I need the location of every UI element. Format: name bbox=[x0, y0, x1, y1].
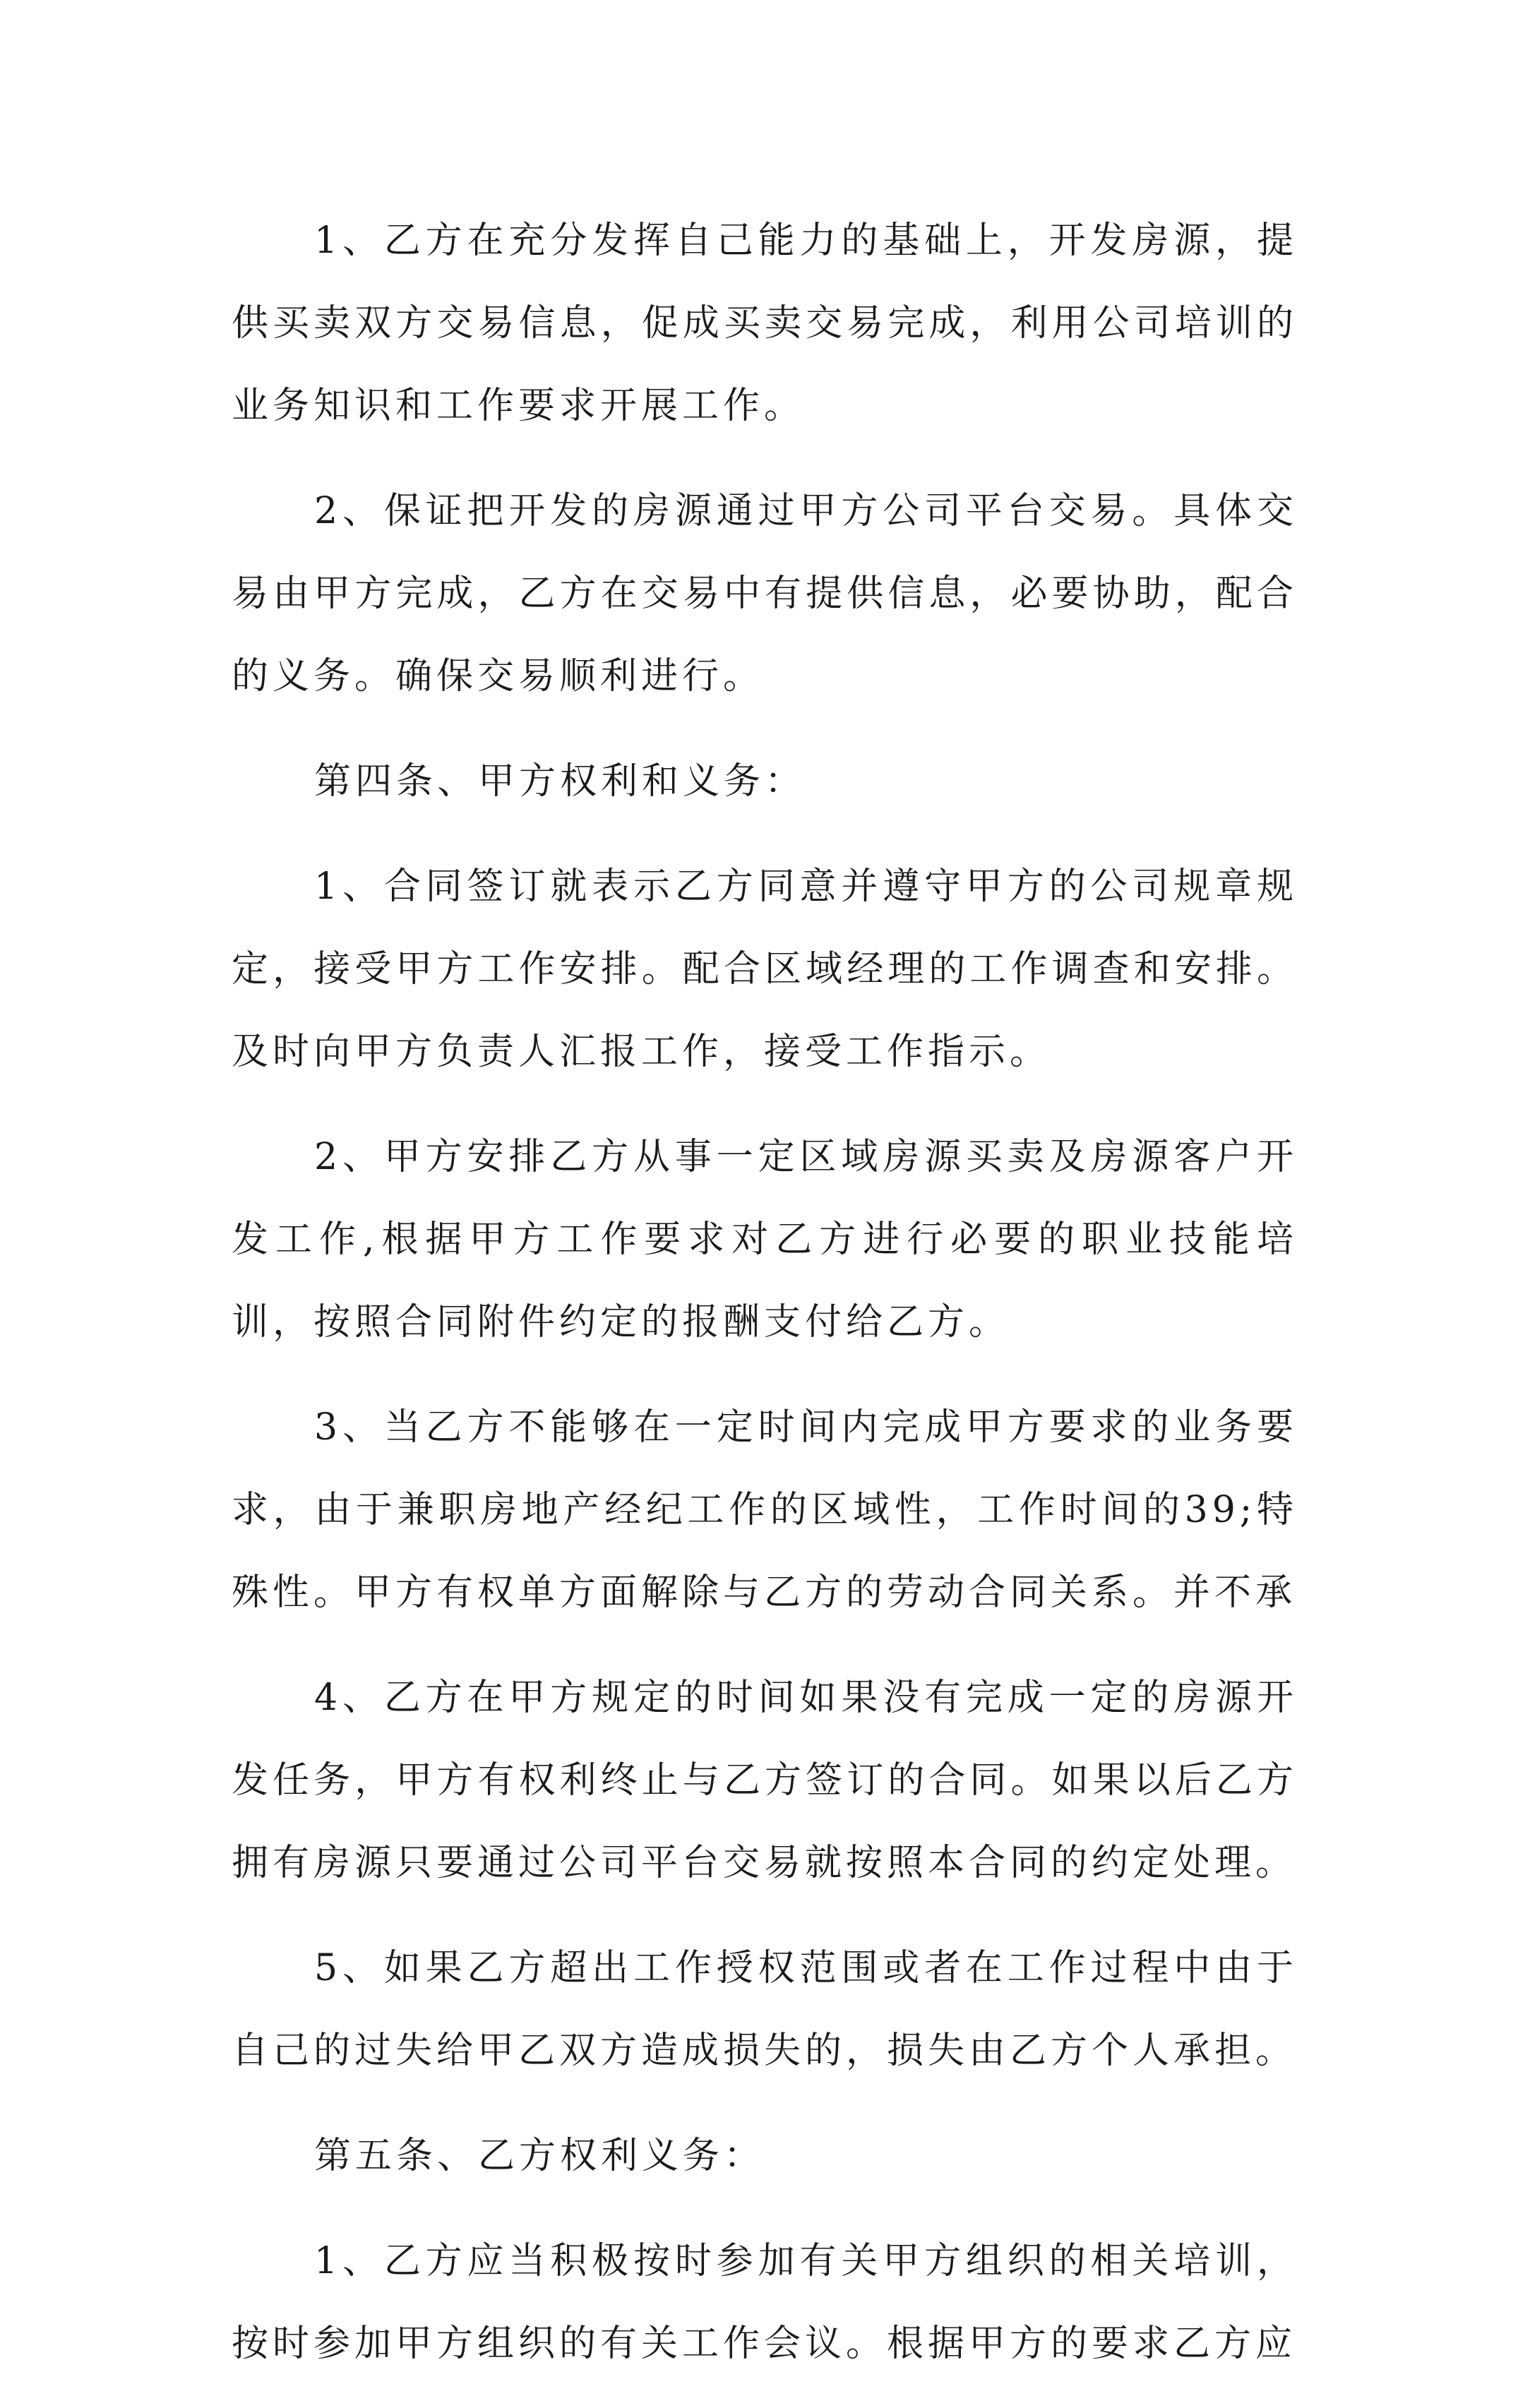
clause-paragraph: 2、甲方安排乙方从事一定区域房源买卖及房源客户开发工作,根据甲方工作要求对乙方进行必要的职业技能培训，按照合同附件约定的报酬支付给乙方。 bbox=[232, 1136, 1298, 1343]
clause-paragraph: 4、乙方在甲方规定的时间如果没有完成一定的房源开发任务，甲方有权利终止与乙方签订的合同。如果以后乙方拥有房源只要通过公司平台交易就按照本合同的约定处理。 bbox=[232, 1677, 1298, 1884]
section-heading: 第四条、甲方权利和义务： bbox=[314, 760, 806, 803]
document-body bbox=[232, 200, 1298, 2408]
clause-paragraph: 1、合同签订就表示乙方同意并遵守甲方的公司规章规定，接受甲方工作安排。配合区域经理的工作调查和安排。及时向甲方负责人汇报工作，接受工作指示。 bbox=[232, 865, 1298, 1073]
section-heading: 第五条、乙方权利义务： bbox=[314, 2135, 765, 2177]
clause-paragraph: 3、当乙方不能够在一定时间内完成甲方要求的业务要求，由于兼职房地产经纪工作的区域性，工作时间的39;特殊性。甲方有权单方面解除与乙方的劳动合同关系。并不承 bbox=[232, 1406, 1298, 1614]
clause-paragraph: 5、如果乙方超出工作授权范围或者在工作过程中由于自己的过失给甲乙双方造成损失的，损失由乙方个人承担。 bbox=[232, 1947, 1298, 2072]
clause-paragraph: 1、乙方在充分发挥自己能力的基础上，开发房源，提供买卖双方交易信息，促成买卖交易完成，利用公司培训的业务知识和工作要求开展工作。 bbox=[232, 220, 1298, 427]
clause-paragraph: 2、保证把开发的房源通过甲方公司平台交易。具体交易由甲方完成，乙方在交易中有提供信息，必要协助，配合的义务。确保交易顺利进行。 bbox=[232, 490, 1298, 697]
clause-paragraph: 1、乙方应当积极按时参加有关甲方组织的相关培训，按时参加甲方组织的有关工作会议。根据甲方的要求乙方应 bbox=[232, 2240, 1298, 2365]
